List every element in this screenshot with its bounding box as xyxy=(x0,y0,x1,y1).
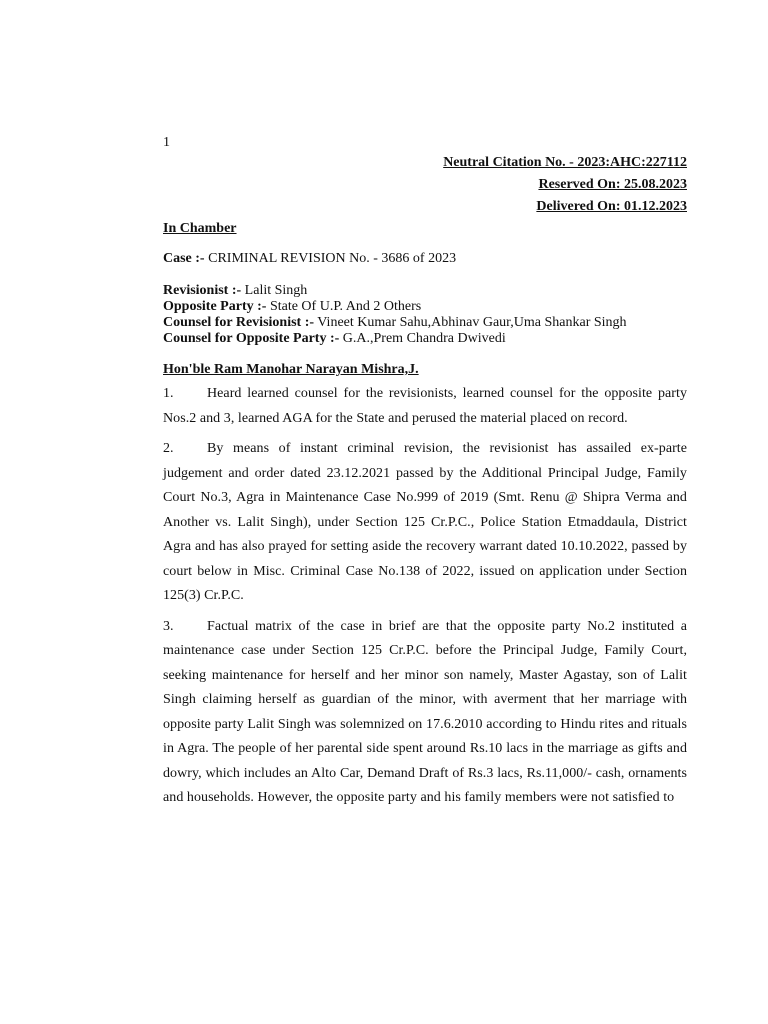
case-line xyxy=(163,250,687,268)
case-value: CRIMINAL REVISION No. - 3686 of 2023 xyxy=(208,251,457,266)
judge-name: Hon'ble Ram Manohar Narayan Mishra,J. xyxy=(163,362,419,377)
counsel-opposite-party-value: G.A.,Prem Chandra Dwivedi xyxy=(342,331,506,346)
paragraph-number: 3. xyxy=(163,618,174,634)
revisionist-line xyxy=(163,283,687,299)
opposite-party-line xyxy=(163,299,687,315)
paragraph-text: Heard learned counsel for the revisionists, learned counsel for the opposite party Nos.2 and 3, learned AGA for the State and perused the material placed on record. xyxy=(163,386,687,426)
counsel-opposite-party-label: Counsel for Opposite Party :- xyxy=(163,331,340,346)
parties-block xyxy=(163,283,687,347)
paragraph-2 xyxy=(163,437,687,609)
delivered-on: Delivered On: 01.12.2023 xyxy=(536,199,687,214)
document-page xyxy=(163,134,687,817)
opposite-party-value: State Of U.P. And 2 Others xyxy=(269,299,422,314)
paragraph-number: 2. xyxy=(163,441,174,456)
counsel-revisionist-value: Vineet Kumar Sahu,Abhinav Gaur,Uma Shankar Singh xyxy=(317,315,627,330)
revisionist-value: Lalit Singh xyxy=(244,283,308,298)
paragraph-text: Factual matrix of the case in brief are that the opposite party No.2 instituted a maintenance case under Section 125 Cr.P.C. before the Principal Judge, Family Court, seeking maintenance for herself and her minor son namely, Master Agastay, son of Lalit Singh claiming herself as guardian of the minor, with averment that her marriage with opposite party Lalit Singh was solemnized on 17.6.2010 according to Hindu rites and rituals in Agra. The people of her parental side spent around Rs.10 lacs in the marriage as gifts and dowry, which includes an Alto Car, Demand Draft of Rs.3 lacs, Rs.11,000/- cash, ornaments and households. However, the opposite party and his family members were not satisfied to xyxy=(163,618,687,805)
paragraph-text: By means of instant criminal revision, the revisionist has assailed ex-parte judgement and order dated 23.12.2021 passed by the Additional Principal Judge, Family Court No.3, Agra in Maintenance Case No.999 of 2019 (Smt. Renu @ Shipra Verma and Another vs. Lalit Singh), under Section 125 Cr.P.C., Police Station Etmaddaula, District Agra and has also prayed for setting aside the recovery warrant dated 10.10.2022, passed by court below in Misc. Criminal Case No.138 of 2022, issued on application under Section 125(3) Cr.P.C. xyxy=(163,441,687,603)
paragraph-1 xyxy=(163,382,687,431)
counsel-opposite-party-line xyxy=(163,331,687,347)
revisionist-label: Revisionist :- xyxy=(163,283,242,298)
reserved-on: Reserved On: 25.08.2023 xyxy=(538,177,687,192)
counsel-revisionist-label: Counsel for Revisionist :- xyxy=(163,315,315,330)
case-label: Case :- xyxy=(163,251,205,266)
neutral-citation: Neutral Citation No. - 2023:AHC:227112 xyxy=(443,155,687,170)
in-chamber-heading: In Chamber xyxy=(163,221,237,236)
counsel-revisionist-line xyxy=(163,315,687,331)
paragraph-number: 1. xyxy=(163,386,174,401)
page-number: 1 xyxy=(163,135,170,150)
opposite-party-label: Opposite Party :- xyxy=(163,299,267,314)
paragraph-3 xyxy=(163,615,687,811)
